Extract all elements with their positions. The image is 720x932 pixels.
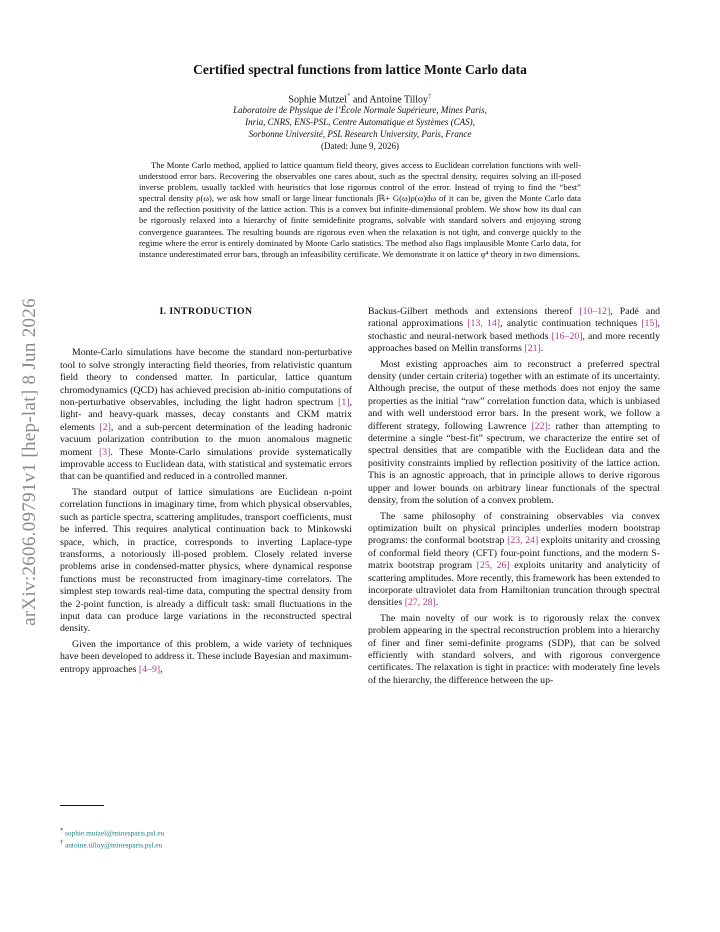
citation-link[interactable]: [3] [98, 446, 111, 458]
paragraph: Monte-Carlo simulations have become the standard non-perturbative tool to solve strongly interacting field theories, from relativistic quantum field theory to condensed matter. In particular, lattice quantum chromodynamics (QCD) has achieved precision ab-initio computations of non-perturbative observables, including the light hadron spectrum [1], light- and heavy-quark masses, decay constants and CKM matrix elements [2], and a sub-percent determination of the leading hadronic vacuum polarization contribution to the muon anomalous magnetic moment [3]. These Monte-Carlo simulations provide systematically improvable access to Euclidean data, with statistical and systematic errors that can be quantified and reduced in a controlled manner. [60, 347, 352, 483]
footnote-item [60, 826, 164, 838]
left-column [60, 306, 352, 679]
right-column [368, 306, 660, 690]
section-heading: I. INTRODUCTION [159, 306, 253, 317]
affiliation [0, 104, 720, 140]
footnote-rule [60, 805, 104, 806]
author-name: Antoine Tilloy [369, 94, 429, 106]
citation-link[interactable]: [1] [338, 397, 350, 409]
paragraph: Most existing approaches aim to reconstruct a preferred spectral density (under certain criteria) together with an estimate of its uncertainty. Although precise, the output of these methods does not enjoy the same properties as the initial “raw” correlation function data, which is unbiased and with well understood error bars. In the present work, we follow a different strategy, following Lawrence [22]: rather than attempting to determine a single “best-fit” spectrum, we characterize the entire set of spectral densities that are compatible with the Euclidean data and the positivity constraints implied by reflection positivity of the lattice action. This is an agnostic approach, that in principle allows to derive rigorous upper and lower bounds on arbitrary linear functionals of the spectral density, from the solution of a convex problem. [368, 358, 660, 507]
citation-link[interactable]: [27, 28] [404, 597, 436, 609]
paragraph: Given the importance of this problem, a wide variety of techniques have been developed to address it. These include Bayesian and maximum-entropy approaches [4–9], [60, 638, 352, 675]
citation-link[interactable]: [13, 14] [467, 318, 501, 330]
citation-link[interactable]: [4–9] [138, 663, 161, 675]
email-link[interactable]: antoine.tilloy@minesparis.psl.eu [64, 840, 163, 850]
email-link[interactable]: sophie.mutzel@minesparis.psl.eu [64, 828, 165, 838]
citation-link[interactable]: [22] [531, 420, 548, 432]
arxiv-identifier-stamp [14, 262, 46, 662]
paper-title: Certified spectral functions from lattice Monte Carlo data [193, 62, 527, 77]
footnote-mark: † [60, 840, 64, 847]
citation-link[interactable]: [2] [99, 421, 111, 433]
footnotes [60, 826, 164, 851]
affiliation-line: Laboratoire de Physique de l’École Normale Supérieure, Mines Paris, [233, 105, 487, 115]
affiliation-line: Sorbonne Université, PSL Research University, Paris, France [248, 129, 472, 139]
citation-link[interactable]: [15] [641, 318, 658, 330]
paragraph: The same philosophy of constraining observables via convex optimization built on physical principles underlies modern bootstrap programs: the conformal bootstrap [23, 24] exploits unitarity and crossing of conformal field theory (CFT) four-point functions, and the modern S-matrix bootstrap program [25, 26] exploits unitarity and analyticity of scattering amplitudes. More recently, this framework has been extended to incorporate ultraviolet data from Hamiltonian truncation through spectral densities [27, 28]. [368, 510, 660, 609]
date-line: (Dated: June 9, 2026) [321, 141, 399, 151]
affiliation-line: Inria, CNRS, ENS-PSL, Centre Automatique et Systèmes (CAS), [245, 117, 475, 127]
citation-link[interactable]: [23, 24] [507, 535, 539, 547]
citation-link[interactable]: [10–12] [579, 306, 611, 317]
author-name: Sophie Mutzel [288, 94, 348, 106]
author-footnote-mark[interactable]: † [428, 92, 432, 100]
citation-link[interactable]: [25, 26] [476, 560, 510, 572]
abstract: The Monte Carlo method, applied to lattice quantum field theory, gives access to Euclidean correlation functions with well-understood error bars. Recovering the observables one cares about, such as the spectral density, requires solving an ill-posed inverse problem, usually tackled with heuristics that lose rigorous control of the error. Instead of trying to find the “best” spectral density ρ(ω), we ask how small or large linear functionals ∫ℝ+ G(ω)ρ(ω)dω of it can be, given the Monte Carlo data and the reflection positivity of the lattice action. This is a convex but infinite-dimensional problem. We show how its dual can be rigorously relaxed into a hierarchy of finite semidefinite programs, solvable with standard solvers and enjoying strong convergence guarantees. The resulting bounds are rigorous even when the relaxation is not tight, and converge quickly to the regime where the error is entirely dominated by Monte Carlo statistics. The method also flags implausible Monte Carlo data, for instance underestimated error bars, through an infeasibility certificate. We demonstrate it on lattice φ⁴ theory in two dimensions. [139, 160, 581, 259]
author-footnote-mark[interactable]: * [347, 92, 351, 100]
citation-link[interactable]: [21] [524, 343, 541, 355]
arxiv-stamp-text: arXiv:2606.09791v1 [hep-lat] 8 Jun 2026 [19, 298, 40, 626]
paragraph: The standard output of lattice simulations are Euclidean n-point correlation functions in imaginary time, from which physical observables, such as particle spectra, scattering amplitudes, transport coefficients, must be inferred. This requires analytical continuation back to Minkowski space, which, in practice, corresponds to inverting Laplace-type transforms, a notoriously ill-posed problem. Closely related inverse problems arise in condensed-matter physics, where dynamical response functions must be reconstructed from imaginary-time correlators. The simplest step towards real-time data, computing the spectral density from the 2-point function, is already a difficult task: small fluctuations in the input data can produce large variations in the reconstructed spectral density. [60, 486, 352, 635]
author-separator: and [350, 94, 370, 106]
paragraph: The main novelty of our work is to rigorously relax the convex problem appearing in the spectral reconstruction problem into a hierarchy of finer and finer semi-definite programs (SDP), that can be solved efficiently with standard solvers, and with rigorous convergence certificates. The relaxation is tight in practice: with moderately fine levels of the hierarchy, the difference between the up- [368, 612, 660, 686]
citation-link[interactable]: [16–20] [551, 330, 583, 342]
footnote-mark: * [60, 828, 64, 834]
paragraph: Backus-Gilbert methods and extensions thereof [10–12], Padé and rational approximations [13, 14], analytic continuation techniques [15], stochastic and neural-network based methods [16–20], and more recently approaches based on Mellin transforms [21]. [368, 306, 660, 355]
footnote-item [60, 838, 164, 850]
